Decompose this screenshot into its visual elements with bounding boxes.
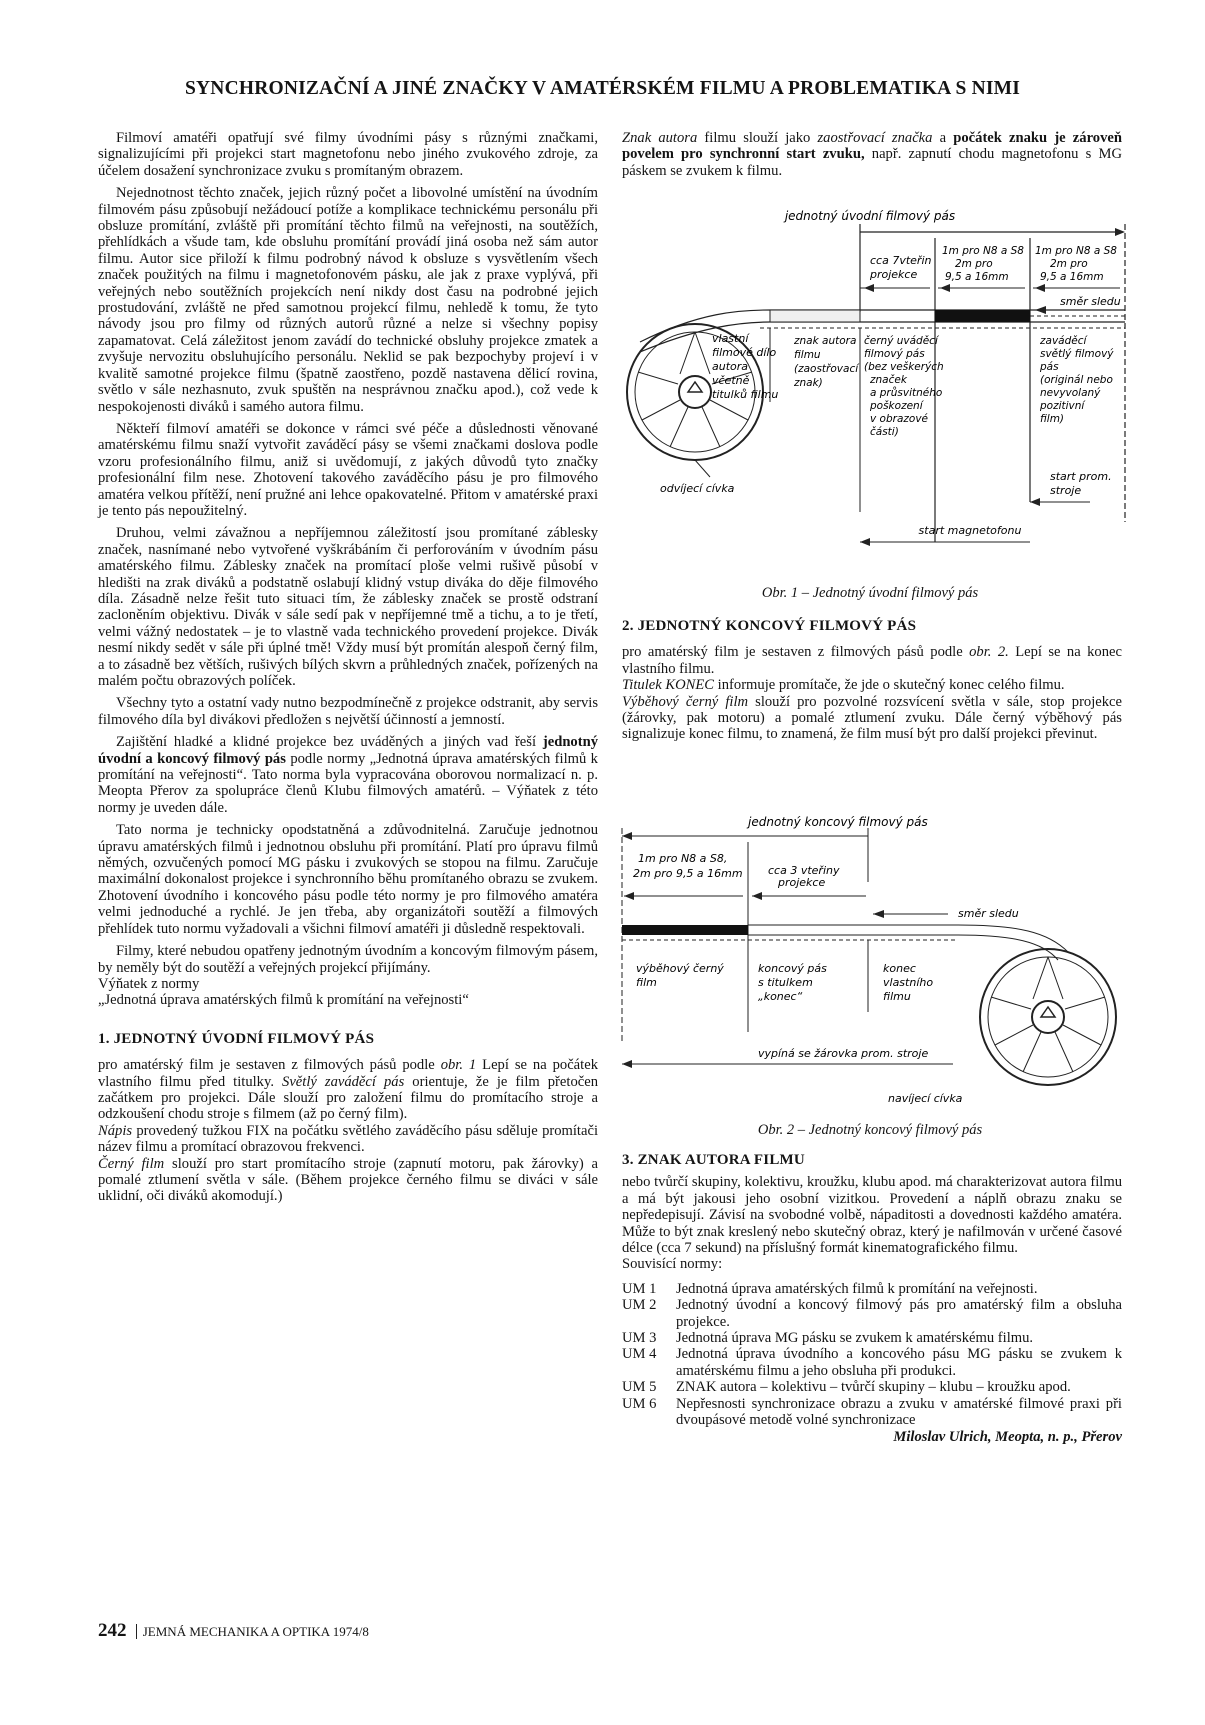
article-title: SYNCHRONIZAČNÍ A JINÉ ZNAČKY V AMATÉRSKÉM FILMU A PROBLEMATIKA S NIMI	[184, 78, 1021, 99]
section-3	[622, 1152, 1122, 1445]
fig1-top-label: jednotný úvodní filmový pás	[784, 209, 956, 223]
fig2-seg2: cca 3 vteřiny projekce	[768, 864, 840, 889]
paragraph: Tato norma je technicky opodstatněná a zdůvodnitelná. Zaručuje jednotnou úpravu amatérských filmů i jednotnou obsluhu při promítání. Platí pro úpravu filmů němých, ozvučených pomocí MG pásku i zvukových se stopou na filmu. Zaručuje maximální dokonalost projekce i synchronního běhu promítaného obrazu se zvukem. Zhotovení úvodního i koncového pásu podle této normy je pro filmového amatéra velmi jednoduché a rychlé. Je jen třeba, aby organizátoři soutěží a filmových přehlídek tuto normu vyžadovali a všichni filmoví amatéři ji důsledně respektovali.	[98, 822, 598, 937]
paragraph: „Jednotná úprava amatérských filmů k promítání na veřejnosti“	[98, 992, 469, 1009]
paragraph: Černý film slouží pro start promítacího stroje (zapnutí motoru, pak žárovky) a pomalé ztlumení světla v sále. (Během projekce černého filmu se diváci v sále uklidní, oči diváků akomodují.)	[98, 1155, 598, 1205]
norm-item: UM 4 Jednotná úprava úvodního a koncového pásu MG pásku se zvukem k amatérskému filmu a jeho obsluha při produkci.	[622, 1346, 1122, 1379]
paragraph: Někteří filmoví amatéři se dokonce v rámci své péče a důslednosti věnované amatérskému filmu snaží vytvořit zaváděcí pásy se všemi značkami doslova podle vzoru profesionálního filmu, aniž si uvědomují, z jakých důvodů tyto značky profesionální film nese. Zhotovení takového zaváděcího pásu je pro filmového amatéra velkou přítěží, není pružné ani lehce opakovatelné. Přitom v amatérské praxi je tento pás nepoužitelný.	[98, 420, 598, 519]
paragraph: Výňatek z normy	[98, 975, 200, 992]
fig1-start-proj: start prom. stroje	[1050, 470, 1112, 497]
section-2-heading: 2. JEDNOTNÝ KONCOVÝ FILMOVÝ PÁS	[622, 618, 917, 634]
fig1-col3: černý uváděcí filmový pás (bez veškerých značek a průsvitného poškození v obrazové části)	[864, 335, 944, 438]
paragraph: Filmoví amatéři opatřují své filmy úvodními pásy s různými značkami, signalizujícími při projekci start magnetofonu nebo jiného zvukového zdroje, za účelem dosažení synchronizace zvuku s promítaným obrazem.	[98, 130, 598, 179]
fig1-direction: směr sledu	[1060, 295, 1121, 308]
fig2-bottom: vypíná se žárovka prom. stroje	[758, 1047, 929, 1060]
norm-item: UM 6 Nepřesnosti synchronizace obrazu a zvuku v amatérské filmové praxi při dvoupásové metodě volné synchronizace	[622, 1395, 1122, 1429]
fig1-seg1: cca 7vteřin projekce	[870, 254, 932, 281]
fig2-col2: koncový pás s titulkem „konec“	[758, 962, 827, 1003]
fig1-seg2: 1m pro N8 a S8 2m pro 9,5 a 16mm	[942, 245, 1024, 283]
page-number: 242	[98, 1620, 127, 1641]
paragraph: pro amatérský film je sestaven z filmových pásů podle obr. 1 Lepí se na počátek vlastního filmu před titulky. Světlý zaváděcí pás orientuje, že je film přetočen začátkem pro projekci. Dále slouží pro založení filmu do promítacího stroje a odzkoušení chodu stroje s filmem (až po černý film).	[98, 1057, 599, 1123]
norm-item: UM 5 ZNAK autora – kolektivu – tvůrčí skupiny – klubu – kroužku apod.	[622, 1379, 1071, 1396]
paragraph: Titulek KONEC informuje promítače, že jde o skutečný konec celého filmu.	[622, 677, 1065, 694]
paragraph: Výběhový černý film slouží pro pozvolné rozsvícení světla v sále, stop projekce (žárovky, pak motoru) a pomalé ztlumení zvuku. Dále černý výběhový pás signalizuje konec filmu, to znamená, že film musí být pro další projekci převinut.	[622, 693, 1123, 743]
norm-item: UM 3 Jednotná úprava MG pásku se zvukem k amatérskému filmu.	[622, 1330, 1034, 1347]
norm-item: UM 1 Jednotná úprava amatérských filmů k promítání na veřejnosti.	[622, 1280, 1038, 1297]
journal-name: JEMNÁ MECHANIKA A OPTIKA 1974/8	[142, 1624, 369, 1639]
paragraph: Nápis provedený tužkou FIX na počátku světlého zaváděcího pásu sděluje promítači název filmu a promítací obrazovou frekvenci.	[98, 1122, 598, 1156]
fig1-start-mg: start magnetofonu	[918, 524, 1022, 537]
fig1-col2: znak autora filmu (zaostřovací znak)	[794, 335, 859, 389]
section-3-heading: 3. ZNAK AUTORA FILMU	[622, 1152, 805, 1168]
figure-1-diagram	[620, 202, 1140, 562]
fig2-direction: směr sledu	[958, 907, 1019, 920]
section-2	[622, 618, 1122, 749]
paragraph: Souvisící normy:	[622, 1256, 723, 1273]
norm-item: UM 2 Jednotný úvodní a koncový filmový pás pro amatérský film a obsluha projekce.	[622, 1297, 1122, 1330]
author-signature: Miloslav Ulrich, Meopta, n. p., Přerov	[893, 1428, 1122, 1445]
fig2-col1: výběhový černý film	[636, 962, 724, 989]
fig2-reel-icon	[980, 949, 1116, 1085]
fig1-col1: vlastní filmové dílo autora včetně titulků filmu	[712, 332, 779, 401]
left-column	[98, 130, 598, 1211]
fig1-col4: zaváděcí světlý filmový pás (originál nebo nevyvolaný pozitivní film)	[1040, 335, 1114, 425]
paragraph: Nejednotnost těchto značek, jejich různý počet a libovolné umístění na úvodním filmovém pásu způsobují nežádoucí potíže a komplikace technickému personálu při obsluze promítání, zvláště při promítání těchto filmů na veřejnosti, na soutěžích, přehlídkách a všude tam, kde obsluhu promítání provádí jiná osoba než sám autor filmu. Autor sice přiloží k filmu podrobný návod k obsluze s vysvětlením všech značek použitých na filmu i magnetofonovém pásku, ale jak z praxe vyplývá, při veřejných nebo soutěžních projekcích není nikdy dost času na podrobné jejich prostudování, zvláště ne před samotnou projekcí filmu, nehledě k tomu, že tyto návody jsou pro filmy od různých autorů různé a nelze si všechny popisy zapamatovat. Celá záležitost jenom zavádí do technické obsluhy projekce zmatek a zvyšuje nervozitu obsluhujícího personálu. Neklid se pak bezpochyby projeví i v kvalitě samotné projekce filmu (špatně zaostřeno, pozdě nastavena dělicí rovina, světlo v sále nezhasnuto, zvuk spuštěn na nesprávnou značku apod.), což vede k nespokojenosti diváků i samého autora filmu.	[98, 185, 598, 415]
paragraph: Druhou, velmi závažnou a nepříjemnou záležitostí jsou promítané záblesky značek, nasnímané nebo vytvořené vyškrábáním či perforováním v úvodním pásu amatérského filmu. Záblesky značek na promítací ploše velmi rušivě působí v hledišti na zrak diváků a podstatně oslabují klidný vstup diváka do děje filmového díla. Zásadně nelze řešit tuto situaci tím, že záblesky značek se prostě odstraní zacloněním objektivu. Divák v sále sedí pak v nepříjemné tmě a tichu, a to je třetí, velmi vážný nedostatek – je to vlastně vada technického provedení projekce. Divák nesmí nikdy sedět v sále při úplné tmě! Vždy musí být promítán alespoň černý film, a to zásadně bez větších, rušivých bílých skvrn a průhledných značek, pořízených na malém počtu obrazových políček.	[98, 525, 598, 689]
section-1-heading: 1. JEDNOTNÝ ÚVODNÍ FILMOVÝ PÁS	[98, 1030, 375, 1047]
paragraph: Filmy, které nebudou opatřeny jednotným úvodním a koncovým filmovým pásem, by neměly být do soutěží a veřejných projekcí přijímány.	[98, 943, 598, 976]
fig2-reel-label: navíjecí cívka	[888, 1092, 963, 1105]
fig2-seg1: 1m pro N8 a S8, 2m pro 9,5 a 16mm	[633, 852, 743, 880]
page-footer	[98, 1620, 369, 1642]
paragraph: pro amatérský film je sestaven z filmových pásů podle obr. 2. Lepí se na konec vlastního filmu.	[622, 644, 1122, 677]
paragraph: Zajištění hladké a klidné projekce bez uváděných a jiných vad řeší jednotný úvodní a koncový filmový pás podle normy „Jednotná úprava amatérských filmů k promítání na veřejnosti“. Tato norma byla vypracována oborovou normalizací n. p. Meopta Přerov za spolupráce členů Klubu filmových amatérů. – Výňatek z této normy je uveden dále.	[98, 734, 598, 816]
right-column-intro	[622, 130, 1122, 185]
figure-1-caption: Obr. 1 – Jednotný úvodní filmový pás	[761, 585, 979, 601]
fig2-top-label: jednotný koncový filmový pás	[748, 815, 928, 829]
fig1-seg3: 1m pro N8 a S8 2m pro 9,5 a 16mm	[1035, 245, 1117, 283]
fig2-col3: konec vlastního filmu	[883, 962, 934, 1003]
paragraph: Znak autora filmu slouží jako zaostřovací značka a počátek znaku je zároveň povelem pro synchronní start zvuku, např. zapnutí chodu magnetofonu s MG páskem se zvukem k filmu.	[622, 130, 1122, 179]
paragraph: nebo tvůrčí skupiny, kolektivu, kroužku, klubu apod. má charakterizovat autora filmu a má být jakousi jeho osobní vizitkou. Provedení a náplň obrazu znaku se nepředepisují. Závisí na svobodné volbě, nápaditosti a dovednosti každého amatéra. Může to být znak kreslený nebo skutečný obraz, který je nafilmován v určené časové délce (cca 7 sekund) na příslušný formát kinematografického filmu.	[622, 1174, 1122, 1257]
fig1-reel-label: odvíjecí cívka	[660, 482, 735, 495]
paragraph: Všechny tyto a ostatní vady nutno bezpodmínečně z projekce odstranit, aby servis filmového díla byl divákovi předložen s největší účinností a jemností.	[98, 695, 598, 728]
figure-2-diagram	[618, 812, 1138, 1112]
figure-2-caption: Obr. 2 – Jednotný koncový filmový pás	[757, 1122, 983, 1138]
